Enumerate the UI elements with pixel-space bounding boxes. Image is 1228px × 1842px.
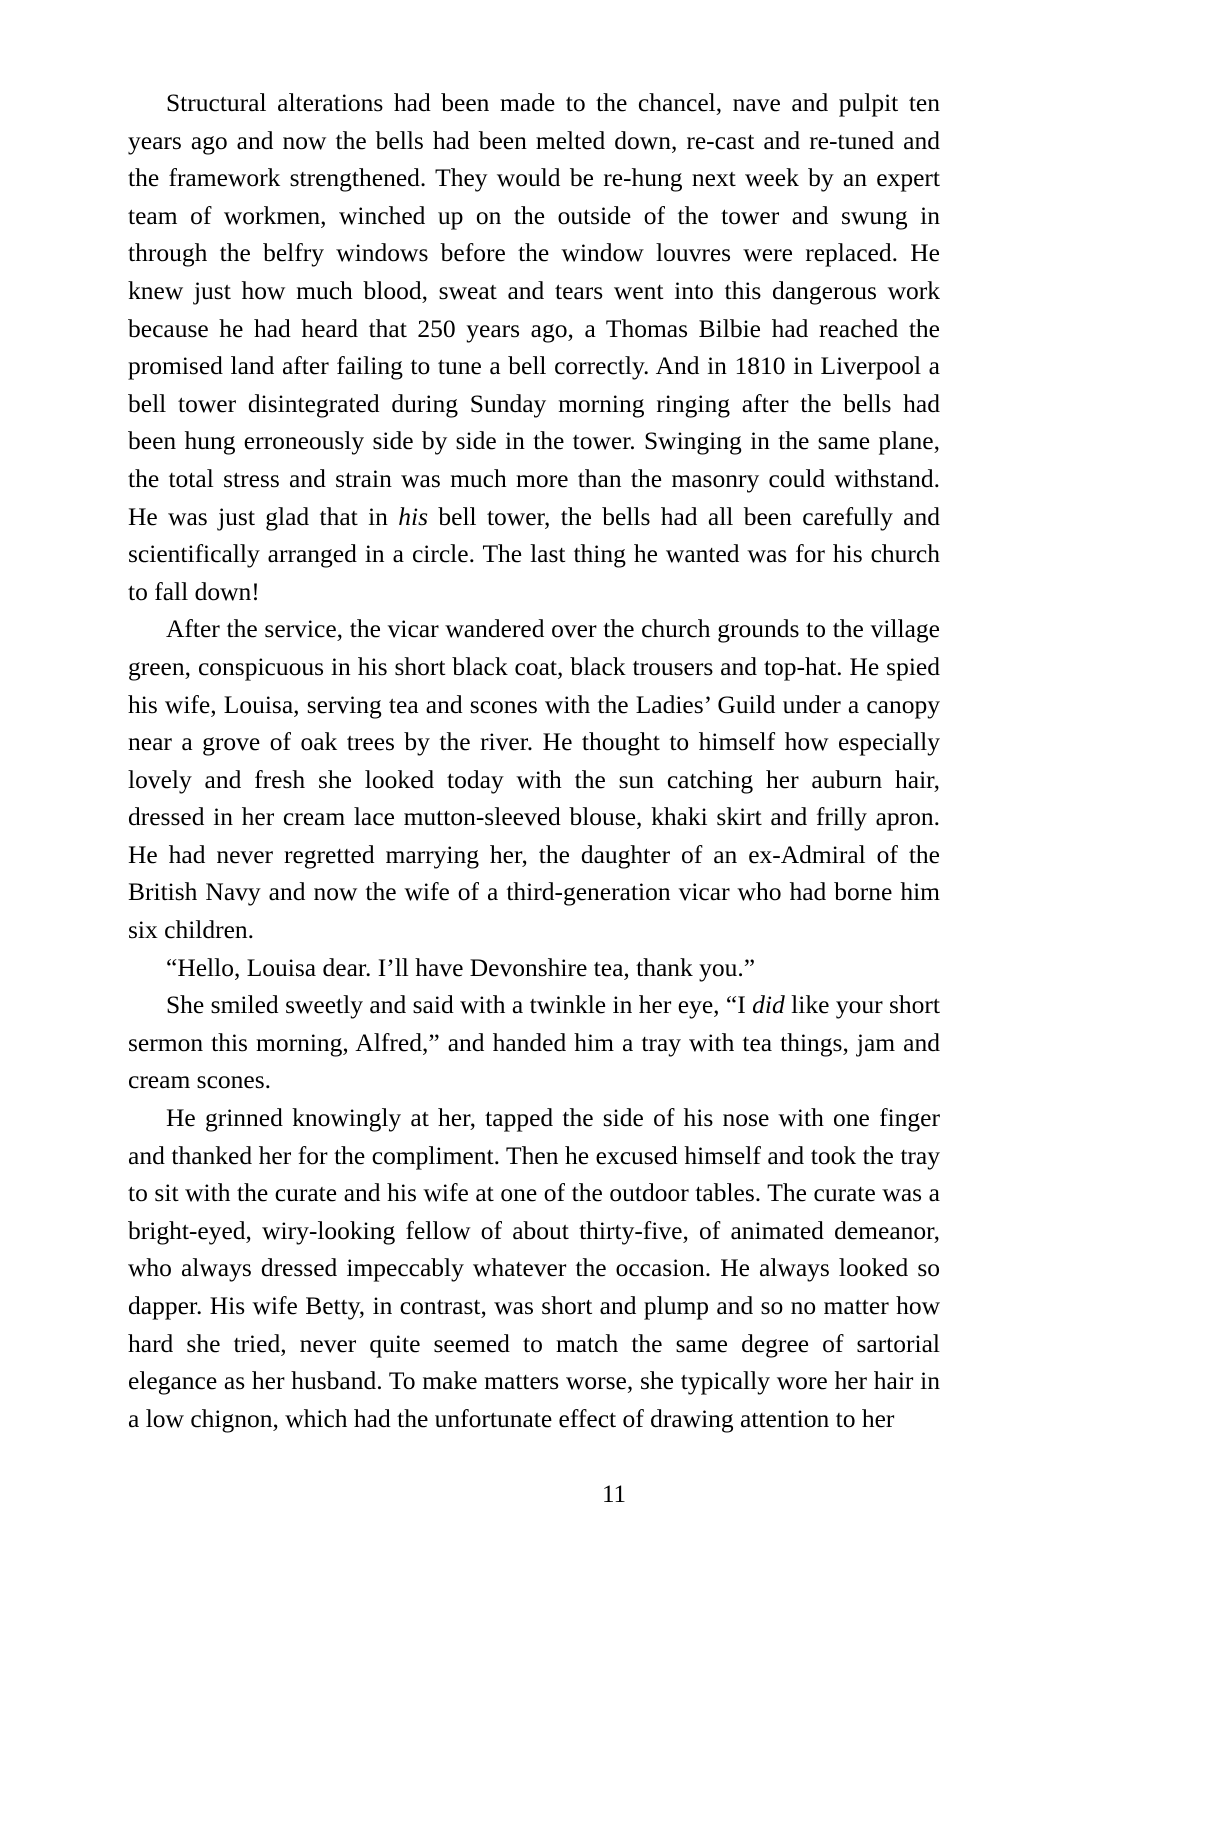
paragraph: After the service, the vicar wandered over the church grounds to the village green, conspicuous in his short black coat, black trousers and top-hat. He spied his wife, Louisa, serving tea and scones with the Ladies’ Guild under a canopy near a grove of oak trees by the river. He thought to himself how especially lovely and fresh she looked today with the sun catching her auburn hair, dressed in her cream lace mutton-sleeved blouse, khaki skirt and frilly apron. He had never regretted marrying her, the daughter of an ex-Admiral of the British Navy and now the wife of a third-generation vicar who had borne him six children. xyxy=(128,614,940,945)
body-text-column xyxy=(128,84,940,1437)
emphasis-word: did xyxy=(752,990,785,1020)
emphasis-word: his xyxy=(398,501,429,531)
paragraph: He grinned knowingly at her, tapped the side of his nose with one finger and thanked her for the compliment. Then he excused himself and took the tray to sit with the curate and his wife at one of the outdoor tables. The curate was a bright-eyed, wiry-looking fellow of about thirty-five, of animated demeanor, who always dressed impeccably whatever the occasion. He always looked so dapper. His wife Betty, in contrast, was short and plump and so no matter how hard she tried, never quite seemed to match the same degree of sartorial elegance as her husband. To make matters worse, she typically wore her hair in a low chignon, which had the unfortunate effect of drawing attention to her xyxy=(128,1103,940,1433)
paragraph: “Hello, Louisa dear. I’ll have Devonshire tea, thank you.” xyxy=(166,952,756,982)
paragraph: Structural alterations had been made to the chancel, nave and pulpit ten years ago and now the bells had been melted down, re-cast and re-tuned and the framework strengthened. They would be re-hung next week by an expert team of workmen, winched up on the outside of the tower and swung in through the belfry windows before the window louvres were replaced. He knew just how much blood, sweat and tears went into this dangerous work because he had heard that 250 years ago, a Thomas Bilbie had reached the promised land after failing to tune a bell correctly. And in 1810 in Liverpool a bell tower disintegrated during Sunday morning ringing after the bells had been hung erroneously side by side in the tower. Swinging in the same plane, the total stress and strain was much more than the masonry could withstand. He was just glad that in his bell tower, the bells had all been carefully and scientifically arranged in a circle. The last thing he wanted was for his church to fall down! xyxy=(128,88,940,606)
paragraph: She smiled sweetly and said with a twinkle in her eye, “I did like your short sermon this morning, Alfred,” and handed him a tray with tea things, jam and cream scones. xyxy=(128,990,940,1095)
page-number: 11 xyxy=(601,1481,627,1508)
